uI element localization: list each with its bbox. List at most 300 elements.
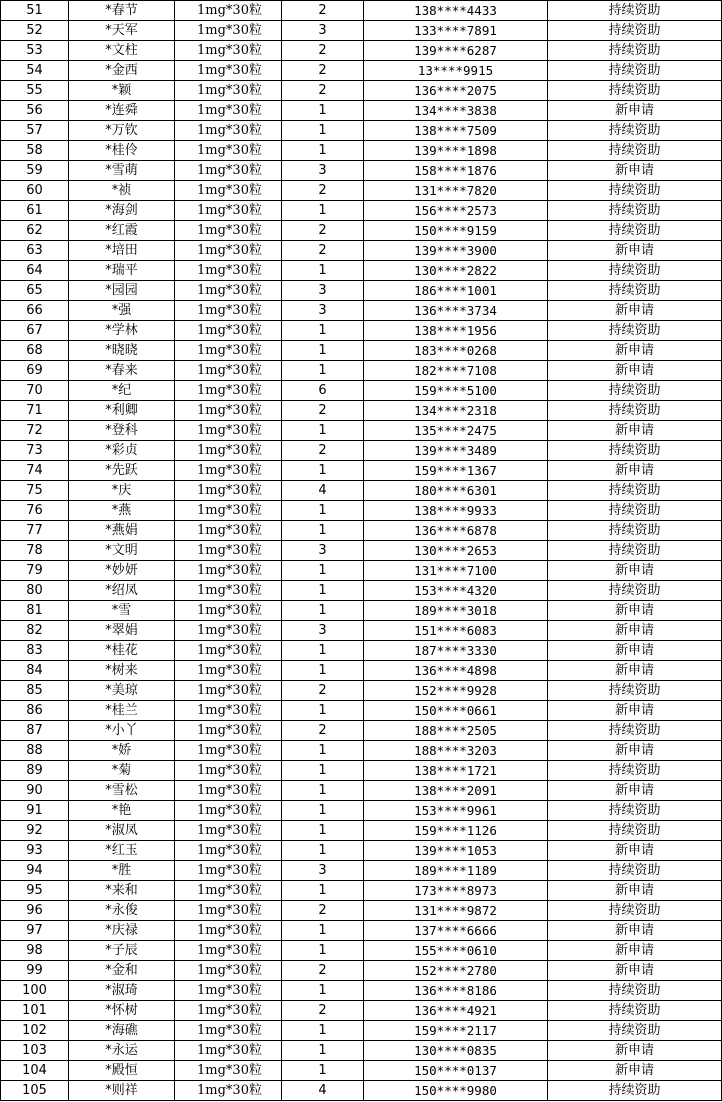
row-number: 56 xyxy=(1,101,69,121)
assistance-type: 持续资助 xyxy=(548,141,722,161)
assistance-type: 持续资助 xyxy=(548,541,722,561)
assistance-type: 持续资助 xyxy=(548,21,722,41)
row-number: 59 xyxy=(1,161,69,181)
recipient-name: *艳 xyxy=(69,801,175,821)
assistance-type: 持续资助 xyxy=(548,61,722,81)
table-body xyxy=(1,1,722,1101)
row-number: 61 xyxy=(1,201,69,221)
phone-number: 150****0661 xyxy=(364,701,548,721)
row-number: 87 xyxy=(1,721,69,741)
recipient-name: *则祥 xyxy=(69,1081,175,1101)
assistance-type: 持续资助 xyxy=(548,121,722,141)
recipient-name: *来和 xyxy=(69,881,175,901)
row-number: 91 xyxy=(1,801,69,821)
phone-number: 159****1367 xyxy=(364,461,548,481)
quantity: 1 xyxy=(282,1021,364,1041)
assistance-type: 新申请 xyxy=(548,961,722,981)
table-row xyxy=(1,861,722,881)
row-number: 78 xyxy=(1,541,69,561)
quantity: 3 xyxy=(282,21,364,41)
quantity: 1 xyxy=(282,1061,364,1081)
drug-spec: 1mg*30粒 xyxy=(175,761,282,781)
recipient-name: *雪萌 xyxy=(69,161,175,181)
recipient-name: *妙妍 xyxy=(69,561,175,581)
row-number: 88 xyxy=(1,741,69,761)
quantity: 2 xyxy=(282,1001,364,1021)
drug-spec: 1mg*30粒 xyxy=(175,1021,282,1041)
drug-spec: 1mg*30粒 xyxy=(175,841,282,861)
quantity: 2 xyxy=(282,1,364,21)
drug-spec: 1mg*30粒 xyxy=(175,41,282,61)
row-number: 89 xyxy=(1,761,69,781)
table-row xyxy=(1,941,722,961)
recipient-name: *利卿 xyxy=(69,401,175,421)
table-row xyxy=(1,321,722,341)
drug-spec: 1mg*30粒 xyxy=(175,461,282,481)
quantity: 3 xyxy=(282,621,364,641)
phone-number: 130****2653 xyxy=(364,541,548,561)
recipient-name: *桂花 xyxy=(69,641,175,661)
row-number: 74 xyxy=(1,461,69,481)
assistance-type: 持续资助 xyxy=(548,381,722,401)
quantity: 3 xyxy=(282,541,364,561)
drug-spec: 1mg*30粒 xyxy=(175,241,282,261)
assistance-type: 持续资助 xyxy=(548,981,722,1001)
assistance-type: 持续资助 xyxy=(548,521,722,541)
phone-number: 159****5100 xyxy=(364,381,548,401)
quantity: 1 xyxy=(282,521,364,541)
recipient-name: *文明 xyxy=(69,541,175,561)
phone-number: 134****2318 xyxy=(364,401,548,421)
assistance-type: 新申请 xyxy=(548,1041,722,1061)
drug-spec: 1mg*30粒 xyxy=(175,901,282,921)
assistance-type: 持续资助 xyxy=(548,821,722,841)
table-row xyxy=(1,661,722,681)
assistance-type: 新申请 xyxy=(548,621,722,641)
recipient-name: *子辰 xyxy=(69,941,175,961)
table-row xyxy=(1,301,722,321)
row-number: 79 xyxy=(1,561,69,581)
phone-number: 131****7100 xyxy=(364,561,548,581)
row-number: 53 xyxy=(1,41,69,61)
recipient-name: *春节 xyxy=(69,1,175,21)
table-row xyxy=(1,741,722,761)
drug-spec: 1mg*30粒 xyxy=(175,161,282,181)
phone-number: 130****0835 xyxy=(364,1041,548,1061)
table-row xyxy=(1,81,722,101)
table-row xyxy=(1,341,722,361)
table-row xyxy=(1,801,722,821)
assistance-type: 持续资助 xyxy=(548,801,722,821)
phone-number: 153****9961 xyxy=(364,801,548,821)
recipient-name: *桂兰 xyxy=(69,701,175,721)
row-number: 54 xyxy=(1,61,69,81)
row-number: 55 xyxy=(1,81,69,101)
drug-spec: 1mg*30粒 xyxy=(175,781,282,801)
drug-spec: 1mg*30粒 xyxy=(175,801,282,821)
table-row xyxy=(1,181,722,201)
row-number: 83 xyxy=(1,641,69,661)
recipient-name: *红玉 xyxy=(69,841,175,861)
quantity: 3 xyxy=(282,301,364,321)
recipient-name: *庆 xyxy=(69,481,175,501)
row-number: 105 xyxy=(1,1081,69,1101)
table-row xyxy=(1,841,722,861)
drug-spec: 1mg*30粒 xyxy=(175,921,282,941)
table-row xyxy=(1,61,722,81)
assistance-type: 持续资助 xyxy=(548,1021,722,1041)
assistance-type: 持续资助 xyxy=(548,401,722,421)
quantity: 3 xyxy=(282,861,364,881)
phone-number: 150****0137 xyxy=(364,1061,548,1081)
recipient-name: *菊 xyxy=(69,761,175,781)
assistance-type: 持续资助 xyxy=(548,281,722,301)
drug-spec: 1mg*30粒 xyxy=(175,821,282,841)
drug-spec: 1mg*30粒 xyxy=(175,81,282,101)
table-row xyxy=(1,961,722,981)
assistance-type: 新申请 xyxy=(548,941,722,961)
phone-number: 173****8973 xyxy=(364,881,548,901)
row-number: 57 xyxy=(1,121,69,141)
table-row xyxy=(1,1081,722,1101)
phone-number: 138****1721 xyxy=(364,761,548,781)
assistance-type: 新申请 xyxy=(548,921,722,941)
table-row xyxy=(1,481,722,501)
drug-spec: 1mg*30粒 xyxy=(175,661,282,681)
drug-spec: 1mg*30粒 xyxy=(175,61,282,81)
quantity: 3 xyxy=(282,281,364,301)
table-row xyxy=(1,241,722,261)
recipient-name: *雪 xyxy=(69,601,175,621)
table-row xyxy=(1,161,722,181)
recipient-name: *彩贞 xyxy=(69,441,175,461)
drug-spec: 1mg*30粒 xyxy=(175,121,282,141)
recipient-name: *燕娟 xyxy=(69,521,175,541)
table-row xyxy=(1,981,722,1001)
assistance-type: 新申请 xyxy=(548,601,722,621)
drug-spec: 1mg*30粒 xyxy=(175,961,282,981)
table-row xyxy=(1,701,722,721)
quantity: 2 xyxy=(282,681,364,701)
recipient-name: *永运 xyxy=(69,1041,175,1061)
assistance-type: 新申请 xyxy=(548,841,722,861)
quantity: 1 xyxy=(282,501,364,521)
quantity: 1 xyxy=(282,101,364,121)
drug-spec: 1mg*30粒 xyxy=(175,421,282,441)
phone-number: 151****6083 xyxy=(364,621,548,641)
drug-spec: 1mg*30粒 xyxy=(175,341,282,361)
row-number: 84 xyxy=(1,661,69,681)
row-number: 86 xyxy=(1,701,69,721)
table-row xyxy=(1,101,722,121)
quantity: 6 xyxy=(282,381,364,401)
row-number: 94 xyxy=(1,861,69,881)
assistance-type: 新申请 xyxy=(548,661,722,681)
drug-spec: 1mg*30粒 xyxy=(175,101,282,121)
row-number: 66 xyxy=(1,301,69,321)
table-row xyxy=(1,1,722,21)
assistance-type: 新申请 xyxy=(548,561,722,581)
assistance-type: 持续资助 xyxy=(548,1001,722,1021)
table-row xyxy=(1,21,722,41)
table-row xyxy=(1,601,722,621)
drug-spec: 1mg*30粒 xyxy=(175,741,282,761)
assistance-type: 新申请 xyxy=(548,161,722,181)
table-row xyxy=(1,541,722,561)
drug-spec: 1mg*30粒 xyxy=(175,221,282,241)
table-row xyxy=(1,261,722,281)
quantity: 2 xyxy=(282,401,364,421)
row-number: 98 xyxy=(1,941,69,961)
drug-spec: 1mg*30粒 xyxy=(175,321,282,341)
assistance-type: 持续资助 xyxy=(548,181,722,201)
quantity: 4 xyxy=(282,481,364,501)
quantity: 3 xyxy=(282,161,364,181)
table-row xyxy=(1,641,722,661)
row-number: 102 xyxy=(1,1021,69,1041)
assistance-type: 持续资助 xyxy=(548,761,722,781)
quantity: 1 xyxy=(282,141,364,161)
recipient-name: *桂伶 xyxy=(69,141,175,161)
drug-spec: 1mg*30粒 xyxy=(175,201,282,221)
row-number: 51 xyxy=(1,1,69,21)
quantity: 1 xyxy=(282,341,364,361)
table-row xyxy=(1,501,722,521)
recipient-name: *燕 xyxy=(69,501,175,521)
recipient-name: *怀树 xyxy=(69,1001,175,1021)
quantity: 1 xyxy=(282,921,364,941)
phone-number: 135****2475 xyxy=(364,421,548,441)
table-row xyxy=(1,441,722,461)
table-row xyxy=(1,781,722,801)
recipient-name: *红霞 xyxy=(69,221,175,241)
row-number: 68 xyxy=(1,341,69,361)
table-row xyxy=(1,621,722,641)
assistance-type: 持续资助 xyxy=(548,861,722,881)
assistance-type: 持续资助 xyxy=(548,501,722,521)
row-number: 70 xyxy=(1,381,69,401)
table-row xyxy=(1,361,722,381)
assistance-type: 新申请 xyxy=(548,701,722,721)
assistance-type: 新申请 xyxy=(548,741,722,761)
row-number: 71 xyxy=(1,401,69,421)
quantity: 1 xyxy=(282,261,364,281)
phone-number: 139****6287 xyxy=(364,41,548,61)
drug-spec: 1mg*30粒 xyxy=(175,301,282,321)
recipient-name: *绍凤 xyxy=(69,581,175,601)
drug-spec: 1mg*30粒 xyxy=(175,141,282,161)
assistance-type: 新申请 xyxy=(548,1061,722,1081)
row-number: 64 xyxy=(1,261,69,281)
row-number: 76 xyxy=(1,501,69,521)
quantity: 1 xyxy=(282,461,364,481)
recipient-name: *淑凤 xyxy=(69,821,175,841)
row-number: 101 xyxy=(1,1001,69,1021)
phone-number: 136****6878 xyxy=(364,521,548,541)
phone-number: 186****1001 xyxy=(364,281,548,301)
recipient-name: *万钦 xyxy=(69,121,175,141)
drug-spec: 1mg*30粒 xyxy=(175,261,282,281)
table-row xyxy=(1,281,722,301)
phone-number: 188****2505 xyxy=(364,721,548,741)
recipient-name: *祯 xyxy=(69,181,175,201)
recipient-name: *学林 xyxy=(69,321,175,341)
quantity: 1 xyxy=(282,421,364,441)
phone-number: 182****7108 xyxy=(364,361,548,381)
recipient-name: *小丫 xyxy=(69,721,175,741)
recipient-name: *培田 xyxy=(69,241,175,261)
recipient-name: *连舜 xyxy=(69,101,175,121)
drug-spec: 1mg*30粒 xyxy=(175,521,282,541)
recipient-name: *晓晓 xyxy=(69,341,175,361)
assistance-type: 新申请 xyxy=(548,461,722,481)
row-number: 77 xyxy=(1,521,69,541)
recipient-name: *雪松 xyxy=(69,781,175,801)
table-row xyxy=(1,401,722,421)
table-row xyxy=(1,461,722,481)
assistance-type: 新申请 xyxy=(548,341,722,361)
phone-number: 136****3734 xyxy=(364,301,548,321)
drug-spec: 1mg*30粒 xyxy=(175,1041,282,1061)
row-number: 99 xyxy=(1,961,69,981)
table-row xyxy=(1,581,722,601)
assistance-type: 新申请 xyxy=(548,301,722,321)
quantity: 2 xyxy=(282,901,364,921)
quantity: 1 xyxy=(282,201,364,221)
quantity: 4 xyxy=(282,1081,364,1101)
phone-number: 133****7891 xyxy=(364,21,548,41)
phone-number: 136****4921 xyxy=(364,1001,548,1021)
phone-number: 150****9159 xyxy=(364,221,548,241)
recipient-name: *瑞平 xyxy=(69,261,175,281)
row-number: 100 xyxy=(1,981,69,1001)
quantity: 1 xyxy=(282,361,364,381)
recipient-name: *庆禄 xyxy=(69,921,175,941)
quantity: 2 xyxy=(282,221,364,241)
quantity: 2 xyxy=(282,61,364,81)
assistance-type: 持续资助 xyxy=(548,201,722,221)
assistance-type: 持续资助 xyxy=(548,41,722,61)
drug-spec: 1mg*30粒 xyxy=(175,281,282,301)
assistance-type: 持续资助 xyxy=(548,1,722,21)
row-number: 72 xyxy=(1,421,69,441)
quantity: 1 xyxy=(282,841,364,861)
quantity: 1 xyxy=(282,661,364,681)
quantity: 1 xyxy=(282,761,364,781)
phone-number: 134****3838 xyxy=(364,101,548,121)
row-number: 93 xyxy=(1,841,69,861)
quantity: 1 xyxy=(282,981,364,1001)
drug-spec: 1mg*30粒 xyxy=(175,681,282,701)
quantity: 1 xyxy=(282,1041,364,1061)
quantity: 1 xyxy=(282,641,364,661)
phone-number: 136****2075 xyxy=(364,81,548,101)
assistance-type: 持续资助 xyxy=(548,81,722,101)
quantity: 1 xyxy=(282,121,364,141)
recipient-name: *纪 xyxy=(69,381,175,401)
phone-number: 139****1898 xyxy=(364,141,548,161)
row-number: 103 xyxy=(1,1041,69,1061)
quantity: 2 xyxy=(282,81,364,101)
quantity: 1 xyxy=(282,821,364,841)
row-number: 90 xyxy=(1,781,69,801)
recipient-name: *先跃 xyxy=(69,461,175,481)
phone-number: 152****9928 xyxy=(364,681,548,701)
phone-number: 137****6666 xyxy=(364,921,548,941)
assistance-type: 新申请 xyxy=(548,361,722,381)
drug-spec: 1mg*30粒 xyxy=(175,441,282,461)
phone-number: 187****3330 xyxy=(364,641,548,661)
row-number: 63 xyxy=(1,241,69,261)
quantity: 2 xyxy=(282,961,364,981)
table-row xyxy=(1,901,722,921)
table-row xyxy=(1,561,722,581)
phone-number: 138****4433 xyxy=(364,1,548,21)
drug-spec: 1mg*30粒 xyxy=(175,401,282,421)
phone-number: 153****4320 xyxy=(364,581,548,601)
drug-spec: 1mg*30粒 xyxy=(175,861,282,881)
phone-number: 136****8186 xyxy=(364,981,548,1001)
quantity: 1 xyxy=(282,701,364,721)
drug-spec: 1mg*30粒 xyxy=(175,621,282,641)
table-row xyxy=(1,761,722,781)
assistance-type: 新申请 xyxy=(548,421,722,441)
assistance-type: 持续资助 xyxy=(548,321,722,341)
quantity: 2 xyxy=(282,721,364,741)
row-number: 104 xyxy=(1,1061,69,1081)
table-row xyxy=(1,221,722,241)
assistance-type: 持续资助 xyxy=(548,481,722,501)
drug-spec: 1mg*30粒 xyxy=(175,501,282,521)
drug-spec: 1mg*30粒 xyxy=(175,981,282,1001)
recipient-name: *翠娟 xyxy=(69,621,175,641)
phone-number: 136****4898 xyxy=(364,661,548,681)
drug-spec: 1mg*30粒 xyxy=(175,1001,282,1021)
phone-number: 158****1876 xyxy=(364,161,548,181)
row-number: 97 xyxy=(1,921,69,941)
quantity: 1 xyxy=(282,741,364,761)
quantity: 1 xyxy=(282,581,364,601)
drug-spec: 1mg*30粒 xyxy=(175,701,282,721)
row-number: 60 xyxy=(1,181,69,201)
quantity: 1 xyxy=(282,601,364,621)
phone-number: 139****1053 xyxy=(364,841,548,861)
recipient-name: *园园 xyxy=(69,281,175,301)
recipient-name: *春来 xyxy=(69,361,175,381)
row-number: 67 xyxy=(1,321,69,341)
table-row xyxy=(1,921,722,941)
recipient-name: *海剑 xyxy=(69,201,175,221)
quantity: 2 xyxy=(282,41,364,61)
phone-number: 13****9915 xyxy=(364,61,548,81)
assistance-type: 持续资助 xyxy=(548,681,722,701)
assistance-type: 新申请 xyxy=(548,781,722,801)
quantity: 2 xyxy=(282,181,364,201)
phone-number: 155****0610 xyxy=(364,941,548,961)
row-number: 73 xyxy=(1,441,69,461)
recipient-name: *美琼 xyxy=(69,681,175,701)
assistance-type: 持续资助 xyxy=(548,901,722,921)
table-row xyxy=(1,421,722,441)
row-number: 69 xyxy=(1,361,69,381)
phone-number: 130****2822 xyxy=(364,261,548,281)
assistance-type: 持续资助 xyxy=(548,261,722,281)
recipient-name: *树来 xyxy=(69,661,175,681)
drug-spec: 1mg*30粒 xyxy=(175,381,282,401)
row-number: 65 xyxy=(1,281,69,301)
phone-number: 138****7509 xyxy=(364,121,548,141)
drug-spec: 1mg*30粒 xyxy=(175,181,282,201)
